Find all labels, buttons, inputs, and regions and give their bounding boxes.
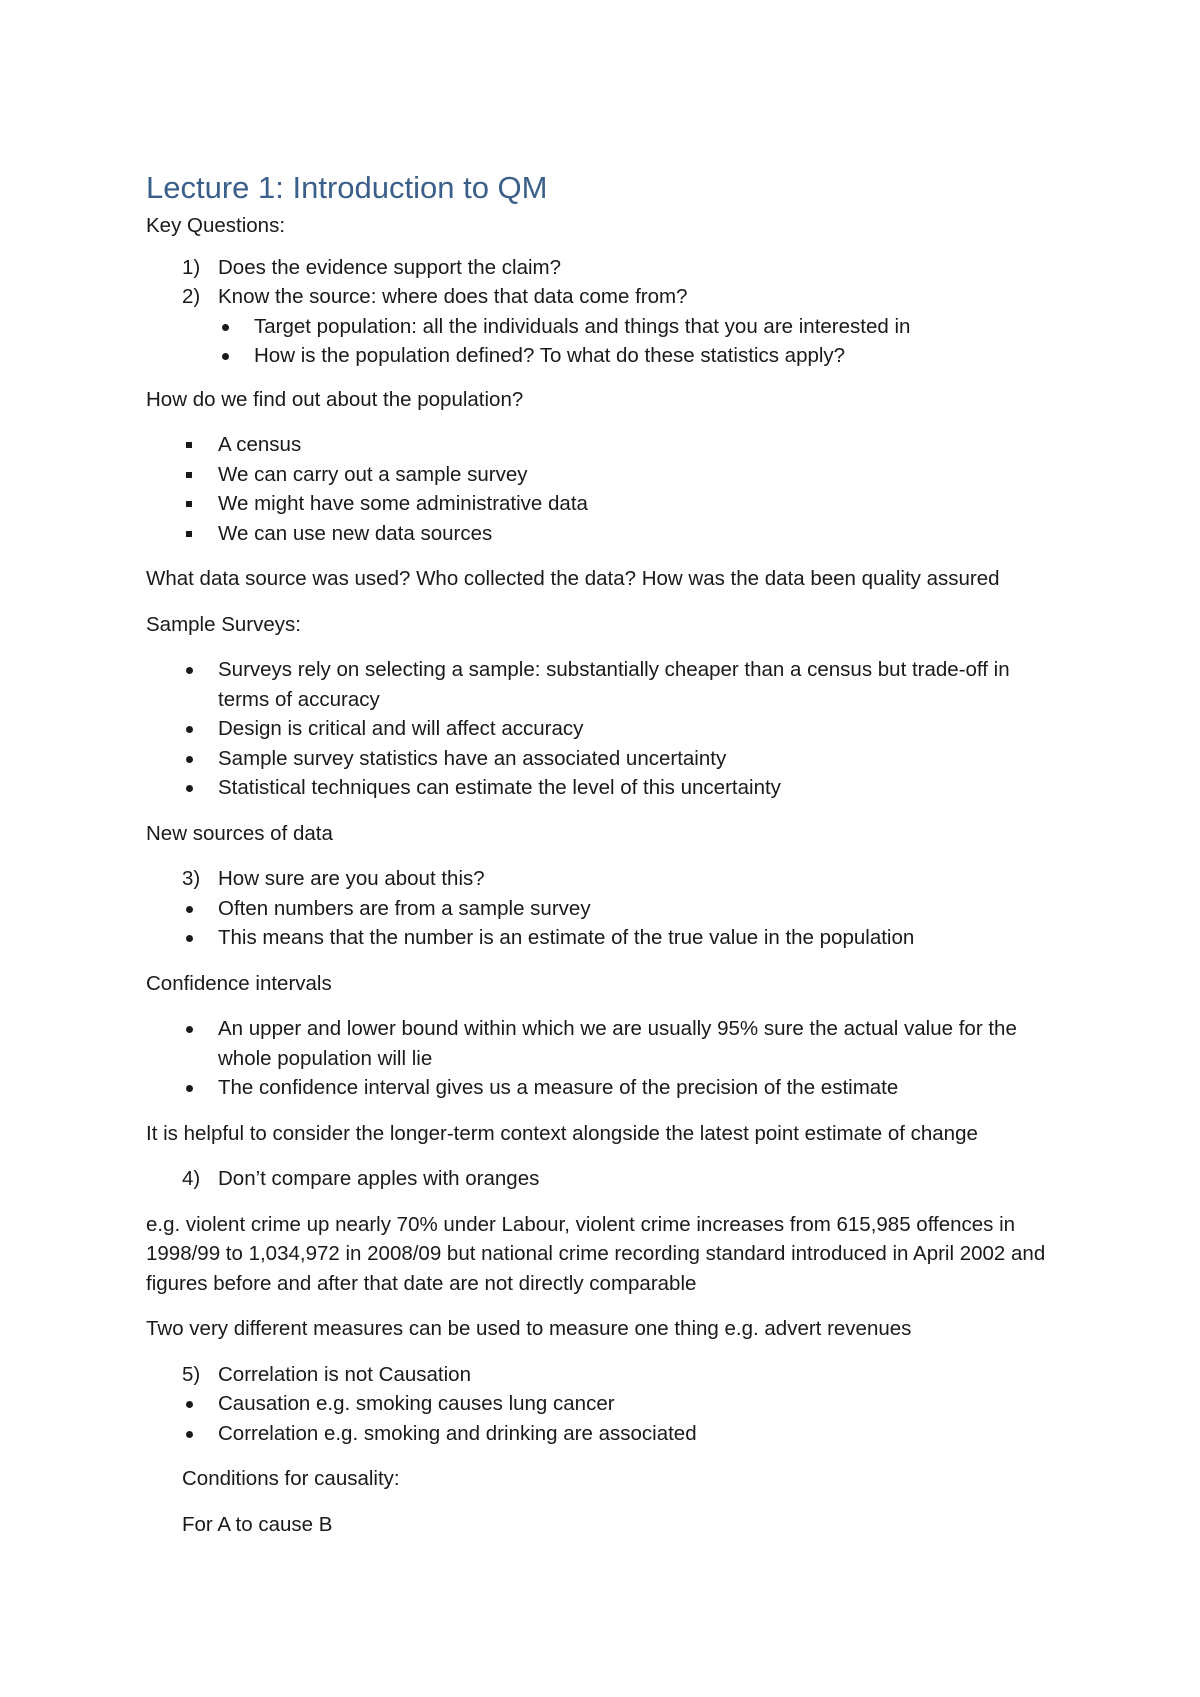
list-item: Surveys rely on selecting a sample: substantially cheaper than a census but trade-off in terms of accuracy [146, 655, 1066, 714]
list-item: 3) How sure are you about this? [182, 867, 485, 890]
list-item: We can use new data sources [146, 519, 1066, 549]
list-item: How is the population defined? To what do these statistics apply? [146, 341, 1066, 371]
page-title: Lecture 1: Introduction to QM [146, 170, 548, 205]
key-questions-heading: Key Questions: [146, 214, 286, 237]
a-cause-b: For A to cause B [182, 1512, 333, 1536]
new-sources-heading: New sources of data [146, 821, 333, 845]
longer-term-note: It is helpful to consider the longer-term context alongside the latest point estimate of change [146, 1121, 978, 1145]
confidence-heading: Confidence intervals [146, 971, 332, 995]
two-measures-note: Two very different measures can be used to measure one thing e.g. advert revenues [146, 1317, 912, 1340]
confidence-list [146, 1014, 1066, 1103]
list-item: We can carry out a sample survey [146, 460, 1066, 490]
population-list [146, 430, 1066, 548]
list-item: We might have some administrative data [146, 489, 1066, 519]
list-item: Correlation e.g. smoking and drinking are associated [146, 1419, 1066, 1449]
sample-surveys-heading: Sample Surveys: [146, 612, 301, 636]
document-body [146, 168, 1066, 1555]
list-item: An upper and lower bound within which we are usually 95% sure the actual value for the whole population will lie [146, 1014, 1066, 1073]
example-paragraph: e.g. violent crime up nearly 70% under Labour, violent crime increases from 615,985 offences in 1998/99 to 1,034,972 in 2008/09 but national crime recording standard introduced in April 2002 and figures before and after that date are not directly comparable [146, 1212, 1046, 1295]
data-source-question: What data source was used? Who collected the data? How was the data been quality assured [146, 567, 1000, 590]
list-item: A census [146, 430, 1066, 460]
key-questions-list [146, 253, 1066, 371]
conditions-heading: Conditions for causality: [182, 1467, 400, 1490]
list-item: 2) Know the source: where does that data come from? [182, 285, 688, 308]
list-item: This means that the number is an estimate of the true value in the population [146, 923, 1066, 953]
list-item: Design is critical and will affect accuracy [146, 714, 1066, 744]
sample-surveys-list [146, 655, 1066, 803]
list-item: Statistical techniques can estimate the level of this uncertainty [146, 773, 1066, 803]
list-item: 5) Correlation is not Causation [182, 1362, 471, 1386]
list-item: Causation e.g. smoking causes lung cancer [146, 1389, 1066, 1419]
list-item: Target population: all the individuals and things that you are interested in [146, 312, 1066, 342]
question-5-list [146, 1360, 1066, 1449]
question-4-list [146, 1164, 1066, 1194]
list-item: 4) Don’t compare apples with oranges [182, 1167, 540, 1190]
list-item: The confidence interval gives us a measure of the precision of the estimate [146, 1073, 1066, 1103]
question-3-list [146, 864, 1066, 953]
list-item: 1) Does the evidence support the claim? [182, 255, 562, 279]
list-item: Sample survey statistics have an associated uncertainty [146, 744, 1066, 774]
list-item: Often numbers are from a sample survey [146, 894, 1066, 924]
population-heading: How do we find out about the population? [146, 387, 524, 411]
